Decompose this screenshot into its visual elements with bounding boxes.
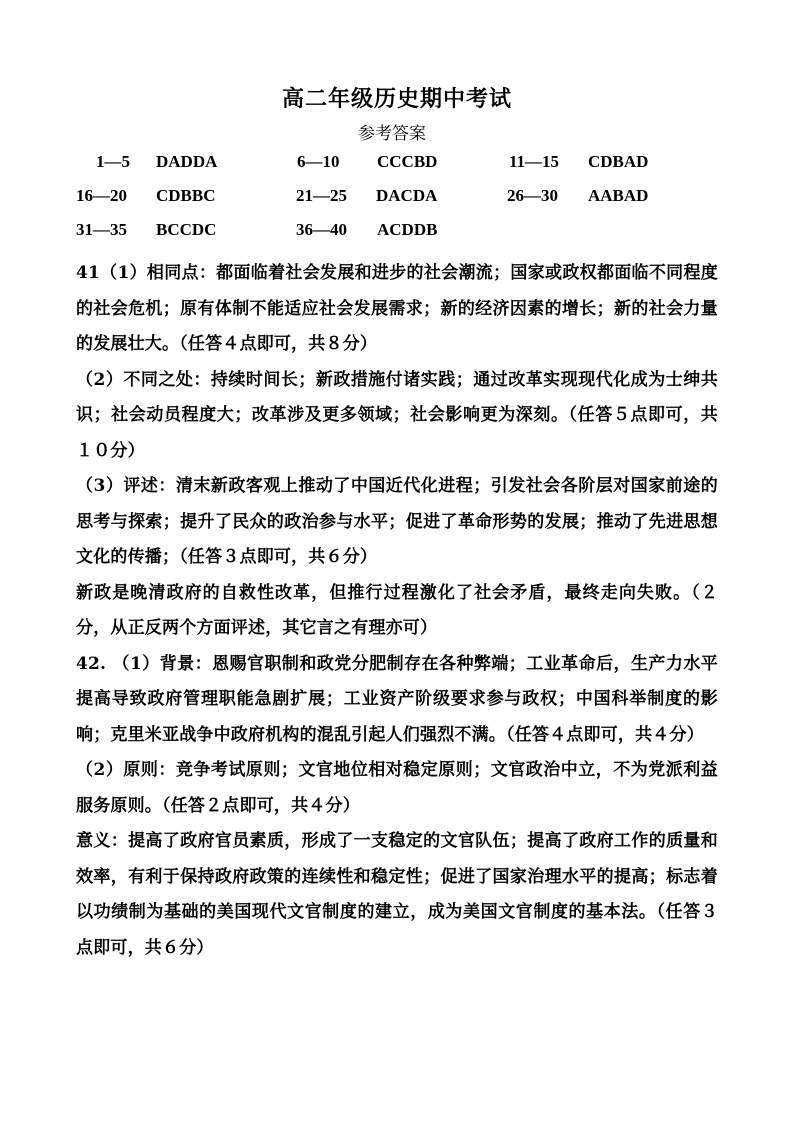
answer-paragraph: （3）评述：清末新政客观上推动了中国近代化进程；引发社会各阶层对国家前途的思考与探索；提升了民众的政治参与水平；促进了革命形势的发展；推动了先进思想文化的传播；（任答３点即可，共６分） — [76, 476, 718, 567]
page-title: 高二年级历史期中考试 — [281, 86, 512, 112]
answer-key: CDBBC — [156, 186, 216, 205]
answer-key: BCCDC — [156, 220, 217, 239]
answer-key: ACDDB — [377, 220, 438, 239]
answer-key: CCCBD — [377, 152, 438, 171]
page-subtitle: 参考答案 — [358, 124, 426, 144]
answer-paragraph: 新政是晚清政府的自救性改革，但推行过程激化了社会矛盾，最终走向失败。（２分，从正反两个方面评述，其它言之有理亦可） — [76, 582, 718, 638]
answer-range: 31—35 — [76, 220, 127, 239]
answer-row — [76, 186, 716, 220]
answer-paragraph: （2）原则：竞争考试原则；文官地位相对稳定原则；文官政治中立，不为党派利益服务原则。（任答２点即可，共４分） — [76, 760, 718, 816]
answer-paragraph: （2）不同之处：持续时间长；新政措施付诸实践；通过改革实现现代化成为士绅共识；社会动员程度大；改革涉及更多领域；社会影响更为深刻。（任答５点即可，共１０分） — [76, 369, 718, 461]
answer-key: DADDA — [156, 152, 218, 171]
answer-paragraph: 42. （1）背景：恩赐官职制和政党分肥制存在各种弊端；工业革命后，生产力水平提高导致政府管理职能急剧扩展；工业资产阶级要求参与政权；中国科举制度的影响；克里米亚战争中政府机构的混乱引起人们强烈不满。（任答４点即可，共４分） — [76, 653, 718, 745]
answer-paragraph: 意义：提高了政府官员素质，形成了一支稳定的文官队伍；提高了政府工作的质量和效率，有利于保持政府政策的连续性和稳定性；促进了国家治理水平的提高；标志着以功绩制为基础的美国现代文官制度的建立，成为美国文官制度的基本法。（任答３点即可，共６分） — [76, 831, 718, 958]
answer-range: 26—30 — [507, 186, 558, 205]
answer-paragraph: 41（1）相同点：都面临着社会发展和进步的社会潮流；国家或政权都面临不同程度的社会危机；原有体制不能适应社会发展需求；新的经济因素的增长；新的社会力量的发展壮大。（任答４点即可，共８分） — [76, 263, 718, 354]
answer-key: AABAD — [588, 186, 649, 205]
answer-key: CDBAD — [588, 152, 649, 171]
multiple-choice-answers — [76, 152, 716, 254]
answer-range: 36—40 — [296, 220, 347, 239]
answer-range: 21—25 — [296, 186, 347, 205]
answer-row — [76, 220, 716, 254]
answer-range: 6—10 — [297, 152, 340, 171]
answer-row — [76, 152, 716, 186]
answer-range: 16—20 — [76, 186, 127, 205]
answer-range: 11—15 — [509, 152, 560, 171]
answer-key: DACDA — [376, 186, 438, 205]
answer-explanations — [76, 256, 718, 966]
answer-range: 1—5 — [96, 152, 130, 171]
